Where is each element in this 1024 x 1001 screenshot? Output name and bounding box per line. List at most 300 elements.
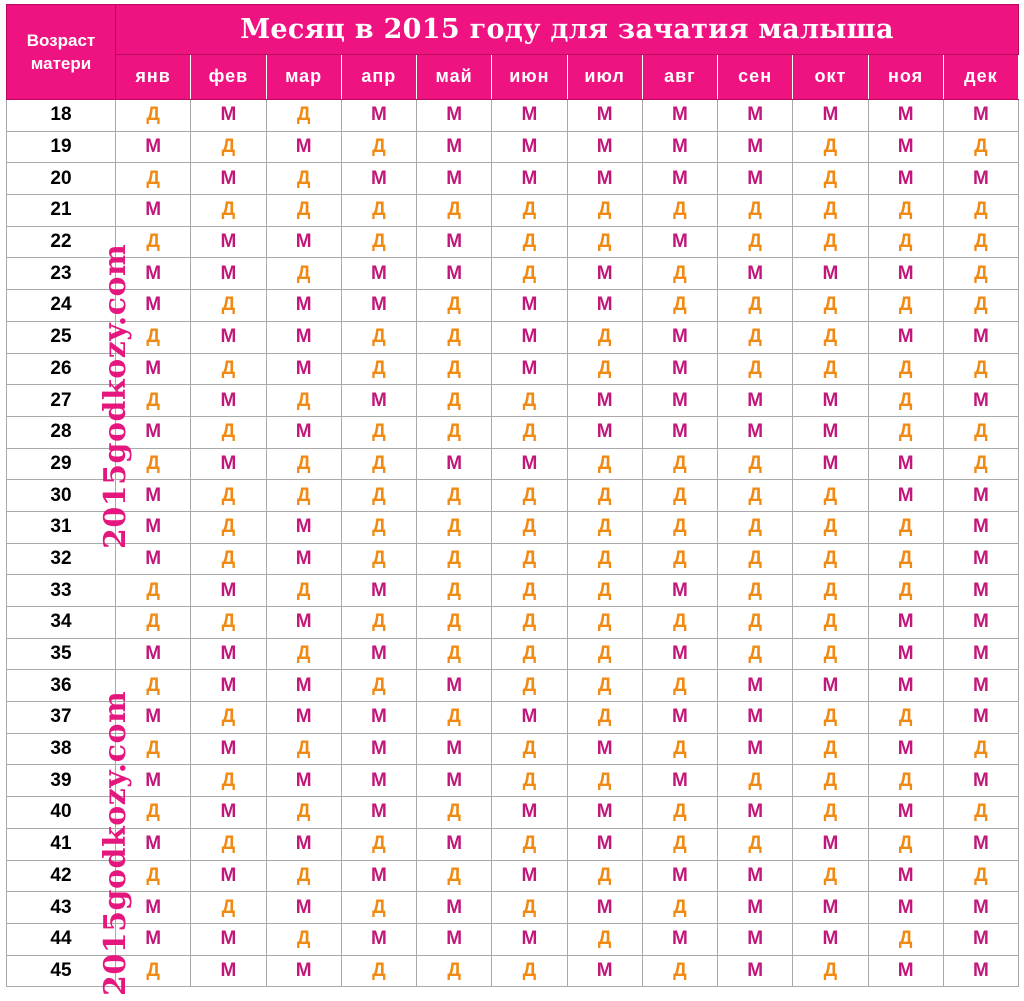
sex-cell: М <box>943 670 1018 702</box>
sex-cell: М <box>417 163 492 195</box>
sex-cell: М <box>868 448 943 480</box>
table-title: Месяц в 2015 году для зачатия малыша <box>116 5 1019 55</box>
age-cell: 34 <box>7 607 116 639</box>
sex-cell: Д <box>492 480 567 512</box>
table-row <box>7 702 1019 734</box>
age-cell: 22 <box>7 226 116 258</box>
sex-cell: М <box>191 163 266 195</box>
table-row <box>7 511 1019 543</box>
sex-cell: Д <box>116 733 191 765</box>
sex-cell: М <box>492 923 567 955</box>
sex-cell: М <box>116 416 191 448</box>
sex-cell: М <box>116 638 191 670</box>
sex-cell: Д <box>341 892 416 924</box>
sex-cell: Д <box>943 448 1018 480</box>
sex-cell: Д <box>943 416 1018 448</box>
sex-cell: М <box>718 892 793 924</box>
sex-cell: М <box>868 163 943 195</box>
sex-cell: Д <box>793 765 868 797</box>
sex-cell: М <box>266 543 341 575</box>
sex-cell: М <box>642 575 717 607</box>
sex-cell: Д <box>417 321 492 353</box>
sex-cell: Д <box>943 860 1018 892</box>
sex-cell: М <box>116 543 191 575</box>
sex-cell: Д <box>116 321 191 353</box>
table-row <box>7 290 1019 322</box>
sex-cell: М <box>868 607 943 639</box>
sex-cell: М <box>266 702 341 734</box>
sex-cell: М <box>718 258 793 290</box>
sex-cell: М <box>492 100 567 132</box>
sex-cell: Д <box>793 543 868 575</box>
sex-cell: М <box>642 385 717 417</box>
sex-cell: Д <box>567 638 642 670</box>
table-row <box>7 100 1019 132</box>
sex-cell: М <box>718 733 793 765</box>
sex-cell: М <box>266 416 341 448</box>
sex-cell: М <box>417 131 492 163</box>
sex-cell: М <box>191 797 266 829</box>
table-row <box>7 860 1019 892</box>
sex-cell: Д <box>417 290 492 322</box>
sex-cell: М <box>943 923 1018 955</box>
sex-cell: М <box>567 797 642 829</box>
age-cell: 30 <box>7 480 116 512</box>
sex-cell: М <box>266 353 341 385</box>
sex-cell: Д <box>492 416 567 448</box>
table-row <box>7 955 1019 987</box>
sex-cell: М <box>341 860 416 892</box>
sex-cell: М <box>868 733 943 765</box>
table-row <box>7 923 1019 955</box>
sex-cell: Д <box>492 385 567 417</box>
sex-cell: Д <box>567 860 642 892</box>
sex-cell: Д <box>341 131 416 163</box>
table-row <box>7 385 1019 417</box>
month-header: мар <box>266 54 341 99</box>
sex-cell: М <box>567 892 642 924</box>
month-header: июл <box>567 54 642 99</box>
sex-cell: Д <box>793 195 868 227</box>
sex-cell: М <box>191 385 266 417</box>
sex-cell: М <box>642 321 717 353</box>
age-cell: 19 <box>7 131 116 163</box>
sex-cell: Д <box>116 607 191 639</box>
sex-cell: М <box>718 416 793 448</box>
sex-cell: Д <box>718 828 793 860</box>
sex-cell: Д <box>868 195 943 227</box>
sex-cell: Д <box>642 733 717 765</box>
sex-cell: Д <box>266 385 341 417</box>
month-header: июн <box>492 54 567 99</box>
sex-cell: Д <box>341 607 416 639</box>
sex-cell: М <box>793 892 868 924</box>
sex-cell: Д <box>341 955 416 987</box>
sex-cell: М <box>492 702 567 734</box>
sex-cell: М <box>266 511 341 543</box>
sex-cell: Д <box>567 575 642 607</box>
sex-cell: М <box>793 416 868 448</box>
sex-cell: Д <box>266 733 341 765</box>
table-row <box>7 733 1019 765</box>
sex-cell: Д <box>642 543 717 575</box>
sex-cell: М <box>266 765 341 797</box>
sex-cell: М <box>943 511 1018 543</box>
sex-cell: Д <box>793 575 868 607</box>
sex-cell: Д <box>341 321 416 353</box>
sex-cell: Д <box>191 353 266 385</box>
month-header: авг <box>642 54 717 99</box>
month-header: фев <box>191 54 266 99</box>
sex-cell: М <box>417 765 492 797</box>
sex-cell: Д <box>417 575 492 607</box>
sex-cell: Д <box>793 353 868 385</box>
sex-cell: М <box>567 258 642 290</box>
sex-cell: Д <box>718 353 793 385</box>
sex-cell: М <box>191 733 266 765</box>
sex-cell: Д <box>868 543 943 575</box>
sex-cell: Д <box>642 892 717 924</box>
sex-cell: Д <box>642 828 717 860</box>
sex-cell: Д <box>567 511 642 543</box>
sex-cell: Д <box>718 195 793 227</box>
sex-cell: Д <box>417 385 492 417</box>
age-cell: 18 <box>7 100 116 132</box>
sex-cell: Д <box>718 290 793 322</box>
conception-calendar <box>6 4 1018 996</box>
sex-cell: М <box>116 258 191 290</box>
age-cell: 43 <box>7 892 116 924</box>
sex-cell: Д <box>492 892 567 924</box>
sex-cell: Д <box>868 416 943 448</box>
sex-cell: Д <box>943 195 1018 227</box>
table-row <box>7 321 1019 353</box>
sex-cell: М <box>116 828 191 860</box>
sex-cell: Д <box>642 480 717 512</box>
sex-cell: Д <box>417 607 492 639</box>
age-cell: 20 <box>7 163 116 195</box>
sex-cell: М <box>718 955 793 987</box>
table-row <box>7 448 1019 480</box>
age-cell: 31 <box>7 511 116 543</box>
sex-cell: Д <box>793 290 868 322</box>
sex-cell: М <box>492 797 567 829</box>
month-header: окт <box>793 54 868 99</box>
sex-cell: Д <box>341 828 416 860</box>
sex-cell: М <box>642 702 717 734</box>
sex-cell: М <box>642 860 717 892</box>
sex-cell: Д <box>341 448 416 480</box>
sex-cell: Д <box>567 480 642 512</box>
sex-cell: М <box>191 638 266 670</box>
sex-cell: М <box>341 258 416 290</box>
sex-cell: М <box>191 955 266 987</box>
sex-cell: Д <box>868 511 943 543</box>
sex-cell: М <box>417 100 492 132</box>
sex-cell: Д <box>793 226 868 258</box>
sex-cell: М <box>567 828 642 860</box>
sex-cell: Д <box>868 765 943 797</box>
age-cell: 40 <box>7 797 116 829</box>
sex-cell: М <box>868 480 943 512</box>
sex-cell: Д <box>868 702 943 734</box>
age-column-header: Возраст матери <box>7 5 116 100</box>
table-row <box>7 607 1019 639</box>
sex-cell: М <box>943 702 1018 734</box>
table-row <box>7 258 1019 290</box>
sex-cell: М <box>417 733 492 765</box>
sex-cell: М <box>868 131 943 163</box>
sex-cell: М <box>341 733 416 765</box>
table-row <box>7 765 1019 797</box>
sex-cell: М <box>793 828 868 860</box>
sex-cell: Д <box>492 733 567 765</box>
age-cell: 44 <box>7 923 116 955</box>
age-cell: 37 <box>7 702 116 734</box>
sex-cell: М <box>943 607 1018 639</box>
sex-cell: Д <box>718 638 793 670</box>
sex-cell: Д <box>492 670 567 702</box>
sex-cell: М <box>642 638 717 670</box>
table-row <box>7 163 1019 195</box>
sex-cell: Д <box>793 955 868 987</box>
sex-cell: М <box>718 670 793 702</box>
sex-cell: Д <box>341 543 416 575</box>
age-cell: 32 <box>7 543 116 575</box>
sex-cell: Д <box>191 702 266 734</box>
sex-cell: М <box>341 923 416 955</box>
sex-cell: Д <box>868 290 943 322</box>
month-header-row <box>7 54 1019 99</box>
sex-cell: М <box>492 860 567 892</box>
sex-cell: М <box>266 131 341 163</box>
sex-cell: Д <box>567 321 642 353</box>
sex-cell: Д <box>793 163 868 195</box>
sex-cell: М <box>943 385 1018 417</box>
sex-cell: М <box>341 385 416 417</box>
sex-cell: Д <box>793 860 868 892</box>
sex-cell: М <box>341 702 416 734</box>
sex-cell: М <box>642 923 717 955</box>
sex-cell: Д <box>793 511 868 543</box>
sex-cell: М <box>718 131 793 163</box>
sex-cell: Д <box>492 638 567 670</box>
conception-table <box>6 4 1019 987</box>
sex-cell: Д <box>266 575 341 607</box>
sex-cell: Д <box>417 702 492 734</box>
sex-cell: Д <box>492 765 567 797</box>
sex-cell: Д <box>718 607 793 639</box>
sex-cell: М <box>116 892 191 924</box>
sex-cell: Д <box>116 448 191 480</box>
sex-cell: М <box>567 733 642 765</box>
sex-cell: Д <box>642 670 717 702</box>
sex-cell: М <box>341 163 416 195</box>
sex-cell: М <box>943 163 1018 195</box>
sex-cell: М <box>417 226 492 258</box>
sex-cell: Д <box>191 416 266 448</box>
sex-cell: Д <box>191 607 266 639</box>
sex-cell: М <box>266 955 341 987</box>
sex-cell: Д <box>417 195 492 227</box>
sex-cell: М <box>116 765 191 797</box>
table-row <box>7 892 1019 924</box>
sex-cell: Д <box>943 258 1018 290</box>
sex-cell: Д <box>266 480 341 512</box>
sex-cell: Д <box>191 765 266 797</box>
sex-cell: Д <box>266 638 341 670</box>
sex-cell: М <box>718 860 793 892</box>
sex-cell: Д <box>642 448 717 480</box>
sex-cell: М <box>191 448 266 480</box>
sex-cell: Д <box>793 607 868 639</box>
sex-cell: Д <box>492 258 567 290</box>
sex-cell: Д <box>191 131 266 163</box>
sex-cell: Д <box>567 448 642 480</box>
sex-cell: Д <box>868 353 943 385</box>
sex-cell: Д <box>567 543 642 575</box>
sex-cell: Д <box>341 480 416 512</box>
sex-cell: М <box>793 385 868 417</box>
sex-cell: М <box>943 638 1018 670</box>
sex-cell: М <box>266 892 341 924</box>
sex-cell: Д <box>341 416 416 448</box>
table-row <box>7 797 1019 829</box>
sex-cell: Д <box>266 195 341 227</box>
sex-cell: Д <box>266 163 341 195</box>
month-header: апр <box>341 54 416 99</box>
sex-cell: Д <box>642 607 717 639</box>
sex-cell: М <box>642 100 717 132</box>
sex-cell: М <box>642 131 717 163</box>
sex-cell: Д <box>116 955 191 987</box>
sex-cell: М <box>718 100 793 132</box>
sex-cell: М <box>868 100 943 132</box>
sex-cell: Д <box>868 828 943 860</box>
sex-cell: Д <box>116 385 191 417</box>
age-cell: 25 <box>7 321 116 353</box>
sex-cell: Д <box>793 733 868 765</box>
sex-cell: Д <box>868 923 943 955</box>
sex-cell: М <box>417 828 492 860</box>
sex-cell: Д <box>718 543 793 575</box>
sex-cell: Д <box>567 670 642 702</box>
age-cell: 23 <box>7 258 116 290</box>
sex-cell: М <box>793 670 868 702</box>
sex-cell: Д <box>417 511 492 543</box>
sex-cell: М <box>718 163 793 195</box>
sex-cell: Д <box>642 797 717 829</box>
sex-cell: М <box>116 195 191 227</box>
sex-cell: М <box>868 892 943 924</box>
age-cell: 42 <box>7 860 116 892</box>
sex-cell: Д <box>492 607 567 639</box>
sex-cell: М <box>492 448 567 480</box>
sex-cell: М <box>341 638 416 670</box>
sex-cell: Д <box>567 353 642 385</box>
sex-cell: М <box>793 100 868 132</box>
sex-cell: Д <box>492 575 567 607</box>
sex-cell: Д <box>492 511 567 543</box>
sex-cell: Д <box>642 290 717 322</box>
sex-cell: М <box>191 860 266 892</box>
age-cell: 35 <box>7 638 116 670</box>
sex-cell: М <box>718 923 793 955</box>
sex-cell: Д <box>793 131 868 163</box>
sex-cell: М <box>191 321 266 353</box>
sex-cell: М <box>116 353 191 385</box>
sex-cell: Д <box>191 828 266 860</box>
sex-cell: М <box>567 131 642 163</box>
sex-cell: Д <box>492 955 567 987</box>
table-row <box>7 226 1019 258</box>
table-row <box>7 480 1019 512</box>
sex-cell: Д <box>116 860 191 892</box>
watermark-text: 2015godkozy.com <box>98 690 133 996</box>
sex-cell: Д <box>417 353 492 385</box>
sex-cell: Д <box>943 353 1018 385</box>
sex-cell: Д <box>642 258 717 290</box>
sex-cell: М <box>567 955 642 987</box>
sex-cell: М <box>943 100 1018 132</box>
sex-cell: М <box>191 100 266 132</box>
sex-cell: М <box>341 765 416 797</box>
table-row <box>7 195 1019 227</box>
sex-cell: Д <box>492 226 567 258</box>
table-row <box>7 353 1019 385</box>
sex-cell: М <box>868 955 943 987</box>
sex-cell: Д <box>943 733 1018 765</box>
sex-cell: М <box>492 290 567 322</box>
sex-cell: М <box>793 923 868 955</box>
sex-cell: Д <box>191 511 266 543</box>
sex-cell: М <box>492 131 567 163</box>
sex-cell: М <box>943 828 1018 860</box>
sex-cell: М <box>266 321 341 353</box>
sex-cell: Д <box>417 638 492 670</box>
sex-cell: М <box>718 385 793 417</box>
sex-cell: Д <box>191 290 266 322</box>
sex-cell: Д <box>191 543 266 575</box>
sex-cell: М <box>191 226 266 258</box>
sex-cell: Д <box>793 321 868 353</box>
sex-cell: М <box>191 923 266 955</box>
age-cell: 21 <box>7 195 116 227</box>
sex-cell: Д <box>868 575 943 607</box>
sex-cell: М <box>793 258 868 290</box>
sex-cell: Д <box>567 195 642 227</box>
sex-cell: Д <box>341 353 416 385</box>
sex-cell: Д <box>116 670 191 702</box>
sex-cell: М <box>116 480 191 512</box>
sex-cell: М <box>341 100 416 132</box>
sex-cell: М <box>492 321 567 353</box>
sex-cell: Д <box>266 923 341 955</box>
age-cell: 39 <box>7 765 116 797</box>
sex-cell: Д <box>718 321 793 353</box>
sex-cell: М <box>943 543 1018 575</box>
sex-cell: М <box>567 290 642 322</box>
month-header: сен <box>718 54 793 99</box>
sex-cell: М <box>943 892 1018 924</box>
sex-cell: Д <box>492 828 567 860</box>
sex-cell: Д <box>417 860 492 892</box>
sex-cell: Д <box>417 955 492 987</box>
sex-cell: М <box>868 860 943 892</box>
sex-cell: М <box>417 448 492 480</box>
sex-cell: М <box>266 607 341 639</box>
sex-cell: М <box>943 955 1018 987</box>
